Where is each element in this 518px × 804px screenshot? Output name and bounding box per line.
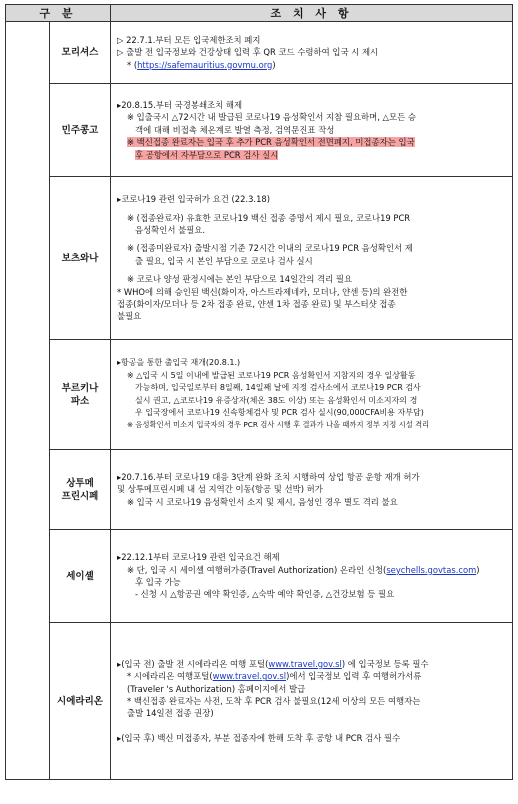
measures-seychelles: ▸22.12.1부터 코로나19 관련 입국요건 해제 ※ 단, 입국 시 세이셸 여행허가증(Travel Authorization) 온라인 신청(seychells.govtas.com) 후 입국 가능 - 신청 시 △항공권 예약 확인증, △숙박 예약 확인증, △건강보험 등 필요 [111,530,513,623]
measures-mauritius: ▷ 22.7.1.부터 모든 입국제한조치 폐지 ▷ 출발 전 입국정보와 건강상태 입력 후 QR 코드 수령하여 입국 시 제시 * (https://safemauritius.govmu.org) [111,22,513,84]
seychelles-link[interactable]: seychells.govtas.com [386,564,477,575]
measures-botswana: ▸코로나19 관련 입국허가 요건 (22.3.18) ※ (접종완료자) 유효한 코로나19 백신 접종 증명서 제시 필요, 코로나19 PCR 음성확인서 불필요. ※ (접종미완료자) 출발시점 기준 72시간 이내의 코로나19 PCR 음성확인서 제 출 필요, 입국 시 본인 부담으로 코로나 검사 실시 ※ 코로나 양성 판정시에는 본인 부담으로 14일간의 격리 필요 * WHO에 의해 승인된 백신(화이자, 아스트라제네카, 모더나, 얀센 등)의 완전한 접종(화이자/모더나 등 2차 접종 완료, 얀센 1차 접종 완료) 및 부스터샷 접종 불필요 [111,177,513,340]
country-sierra-leone: 시에라리온 [50,623,111,780]
sierra-leone-portal-link-2[interactable]: www.travel.gov.sl [212,671,287,682]
country-mauritius: 모리셔스 [50,22,111,84]
highlighted-text: 후 공항에서 자부담으로 PCR 검사 실시 [135,149,279,160]
measures-dr-congo: ▸20.8.15.부터 국경봉쇄조치 해제 ※ 입출국시 △72시간 내 발급된 코로나19 음성확인서 지참 필요하며, △모든 승 객에 대해 비접촉 체온계로 발열 측정, 검역문진표 작성 ※ 백신접종 완료자는 입국 후 추가 PCR 음성확인서 전면폐지, 미접종자는 입국 후 공항에서 자부담으로 PCR 검사 실시 [111,84,513,177]
highlighted-text: ※ 백신접종 완료자는 입국 후 추가 PCR 음성확인서 전면폐지, 미접종자는 입국 [127,137,415,148]
header-measures: 조 치 사 항 [111,5,513,22]
table-row [6,84,513,177]
blank-side-cell [6,22,50,780]
measures-sao-tome-principe: ▸20.7.16.부터 코로나19 대응 3단계 완화 조치 시행하여 상업 항공 운항 재개 허가 및 상투메프린시페 내 섬 지역간 이동(항공 및 선박) 허가 ※ 입국 시 코로나19 음성확인서 소지 및 제시, 음성인 경우 별도 격리 불요 [111,450,513,530]
table-row [6,450,513,530]
country-seychelles: 세이셸 [50,530,111,623]
table-header-row [6,5,513,22]
country-sao-tome-principe: 상투메 프린시페 [50,450,111,530]
measures-burkina-faso: ▸항공을 통한 출입국 재개(20.8.1.) ※ △입국 시 5일 이내에 발급된 코로나19 PCR 음성확인서 지참지의 경우 일상활동 가능하며, 입국일로부터 8일째, 14일째 날에 지정 검사소에서 코로나19 PCR 검사 실시 권고, △코로나19 유증상자(체온 38도 이상) 또는 음성확인서 미소지자의 경 우 입국장에서 코로나19 신속항체검사 및 PCR 검사 실시(90,000CFA비용 자부담) ※ 음성확인서 미소지 입국자의 경우 PCR 검사 시행 후 결과가 나올 때까지 정부 지정 시설 격리 [111,340,513,450]
table-row [6,340,513,450]
sierra-leone-portal-link[interactable]: www.travel.gov.sl [268,658,342,669]
table-row [6,22,513,84]
table-row [6,177,513,340]
table-row [6,530,513,623]
measures-sierra-leone: ▸(입국 전) 출발 전 시에라리온 여행 포털(www.travel.gov.sl) 에 입국정보 등록 필수 * 시에라리온 여행포털(www.travel.gov.sl)에서 입국정보 입력 후 여행허가서류 (Traveler 's Authorization) 홈페이지에서 발급 * 백신접종 완료자는 사전, 도착 후 PCR 검사 불필요(12세 이상의 모든 여행자는 출발 14일전 접종 권장) ▸(입국 후) 백신 미접종자, 부분 접종자에 한해 도착 후 공항 내 PCR 검사 필수 [111,623,513,780]
table-row [6,623,513,780]
country-burkina-faso: 부르키나 파소 [50,340,111,450]
mauritius-link[interactable]: https://safemauritius.govmu.org [137,59,273,70]
measures-table [5,4,513,780]
country-dr-congo: 민주콩고 [50,84,111,177]
country-botswana: 보츠와나 [50,177,111,340]
header-category: 구 분 [6,5,111,22]
